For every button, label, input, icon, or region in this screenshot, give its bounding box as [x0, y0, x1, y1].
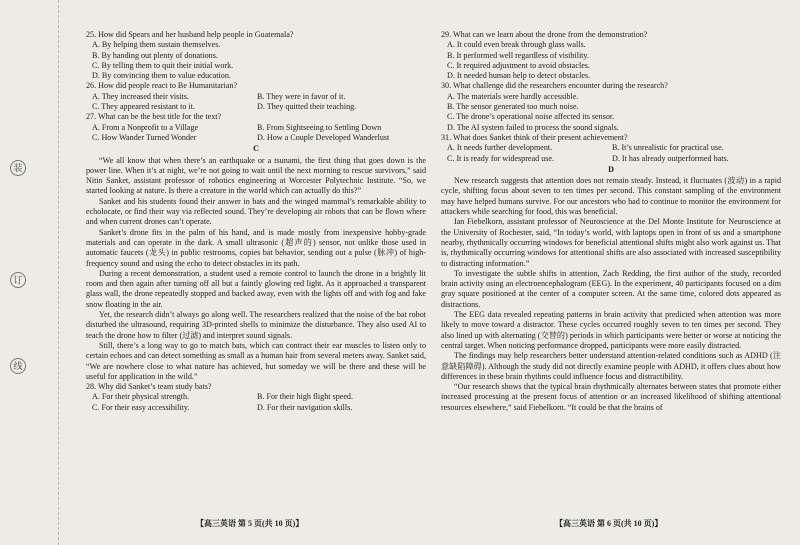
question-stem: 27. What can be the best title for the text?: [86, 112, 222, 122]
option-d: D. It needed human help to detect obstacles.: [447, 71, 591, 81]
option-c: C. For their easy accessibility.: [92, 402, 190, 412]
question-stem: 28. Why did Sanket’s team study bats?: [86, 382, 212, 392]
passage-paragraph: Yet, the research didn’t always go along well. The researchers realized that the noise of the bat robot disturbed the ultrasound, requiring 3D-printed shells to minimize the disturbance. They also used AI to teach the drone how to filter (过滤) and interpret sound signals.: [86, 310, 426, 340]
passage-c: [86, 156, 426, 383]
option-b: B. It performed well regardless of visibility.: [447, 50, 589, 60]
option-d: D. They quitted their teaching.: [257, 102, 357, 112]
question-stem: 25. How did Spears and her husband help people in Guatemala?: [86, 30, 294, 39]
question-28: [86, 382, 426, 413]
passage-paragraph: “Our research shows that the typical brain rhythmically alternates between states that promote either increased processing at the present focus of attention or an increased likelihood of shifting attentional resources elsewhere,” said Fiebelkorn. “It could be that the brains of: [441, 382, 781, 412]
binding-margin: [0, 0, 59, 545]
option-b: B. It’s unrealistic for practical use.: [612, 143, 724, 153]
option-d: D. By convincing them to value education.: [92, 71, 231, 81]
option-d: D. It has already outperformed bats.: [612, 153, 729, 163]
question-31: [441, 133, 781, 164]
binding-mark-xian: 线: [10, 358, 26, 374]
question-25: [86, 30, 426, 81]
option-d: D. How a Couple Developed Wanderlust: [257, 132, 390, 142]
option-c: C. How Wander Turned Wonder: [92, 132, 197, 142]
passage-d: [441, 176, 781, 413]
question-stem: 26. How did people react to Be Humanitarian?: [86, 81, 238, 91]
option-a: A. They increased their visits.: [92, 91, 189, 101]
page-footer-left: 【高三英语 第 5 页(共 10 页)】: [196, 519, 304, 528]
option-d: D. The AI system failed to process the sound signals.: [447, 122, 619, 132]
right-column: [441, 30, 781, 413]
option-b: B. From Sightseeing to Settling Down: [257, 122, 382, 132]
passage-paragraph: The findings may help researchers better understand attention-related conditions such as ADHD (注意缺陷障碍). Although the study did not directly examine people with ADHD, it offers clues about how differences in these brain rhythms could influence focus and distractibility.: [441, 351, 781, 381]
question-27: [86, 112, 426, 143]
option-a: A. It needs further development.: [447, 143, 553, 153]
question-stem: 29. What can we learn about the drone from the demonstration?: [441, 30, 648, 39]
option-b: B. They were in favor of it.: [257, 91, 346, 101]
option-c: C. By telling them to quit their initial work.: [92, 60, 234, 70]
question-30: [441, 81, 781, 132]
passage-paragraph: Ian Fiebelkorn, assistant professor of Neuroscience at the Del Monte Institute for Neuroscience at the University of Rochester, said, “In today’s world, with laptops open in front of us and a smartphone nearby, rhythmically occurring windows for beneficial attentional shifts might also work against us. That is, rhythmically occurring windows for attentional shifts are also associated with increased susceptibility to distracting information.”: [441, 217, 781, 268]
option-a: A. From a Nonprofit to a Village: [92, 122, 199, 132]
option-a: A. The materials were hardly accessible.: [447, 91, 579, 101]
left-column: [86, 30, 426, 413]
option-b: B. By handing out plenty of donations.: [92, 50, 218, 60]
section-heading-c: C: [253, 144, 259, 154]
question-29: [441, 30, 781, 81]
option-b: B. For their high flight speed.: [257, 392, 353, 402]
option-c: C. It required adjustment to avoid obstacles.: [447, 60, 590, 70]
option-a: A. By helping them sustain themselves.: [92, 40, 221, 50]
passage-paragraph: Sanket’s drone fits in the palm of his hand, and is made mostly from inexpensive hobby-grade materials and can operate in the dark. A small ultrasonic (超声的) sensor, not unlike those used in automatic faucets (龙头) in public restrooms, copies bat behavior, sending out a pulse (脉冲) of high-frequency sound and using the echo to detect obstacles in its path.: [86, 227, 426, 268]
option-d: D. For their navigation skills.: [257, 402, 353, 412]
page-footer-right: 【高三英语 第 6 页(共 10 页)】: [555, 519, 663, 528]
option-c: C. The drone’s operational noise affected its sensor.: [447, 112, 615, 122]
question-stem: 31. What does Sanket think of their present achievement?: [441, 132, 628, 142]
passage-paragraph: Still, there’s a long way to go to match bats, which can contract their ear muscles to listen only to certain echoes and can detect something as small as a human hair from several meters away. Sanket said, “We are nowhere close to what nature has achieved, but someday we will be there and these will be useful for application in the wild.”: [86, 340, 426, 381]
passage-paragraph: The EEG data revealed repeating patterns in brain activity that predicted when attention was more likely to move toward a distractor. These cycles occurred roughly seven to ten times per second. They also lined up with alternating (交替的) periods in which participants were better or worse at noticing the central target. When noticing performance dropped, participants were more easily distracted.: [441, 310, 781, 350]
binding-mark-zhuang: 装: [10, 160, 26, 176]
passage-paragraph: “We all know that when there’s an earthquake or a tsunami, the first thing that goes down is the power line. When it’s at night, we’re not going to wait until the next morning to rescue survivors,” said Nitin Sanket, assistant professor of robotics engineering at Worcester Polytechnic Institute. “So, we started looking at nature. Is there a creature in the world which can actually do this?”: [86, 155, 426, 196]
passage-paragraph: Sanket and his students found their answer in bats and the winged mammal’s remarkable ability to echolocate, or find their way via reflected sound. They’re developing air robots that can be flown where and when current drones can’t operate.: [86, 196, 426, 227]
option-a: A. For their physical strength.: [92, 392, 190, 402]
option-b: B. The sensor generated too much noise.: [447, 102, 579, 112]
question-26: [86, 81, 426, 112]
question-stem: 30. What challenge did the researchers encounter during the research?: [441, 81, 668, 91]
passage-paragraph: During a recent demonstration, a student used a remote control to launch the drone in a brightly lit room and then again after turning off all but a faintly glowing red light. As it approached a transparent glass wall, the drone repeatedly stopped and backed away, even with the lights off and with fog and fake snow floating in the air.: [86, 268, 426, 309]
option-c: C. They appeared resistant to it.: [92, 102, 196, 112]
passage-paragraph: New research suggests that attention does not remain steady. Instead, it fluctuates (波动) in a rapid cycle, shifting focus about seven to ten times per second. This constant sampling of the environment may have helped humans survive. For our ancestors who had to continue to monitor the environment for attackers while searching for food, this was beneficial.: [441, 176, 781, 217]
section-heading-d: D: [608, 164, 614, 174]
option-a: A. It could even break through glass walls.: [447, 40, 586, 50]
passage-paragraph: To investigate the subtle shifts in attention, Zach Redding, the first author of the study, recorded brain activity using an electroencephalogram (EEG). In the experiment, 40 participants focused on a dim gray square positioned at the center of a computer screen. At the same time, colored dots appeared as distractions.: [441, 268, 781, 309]
option-c: C. It is ready for widespread use.: [447, 153, 554, 163]
binding-mark-ding: 订: [10, 272, 26, 288]
